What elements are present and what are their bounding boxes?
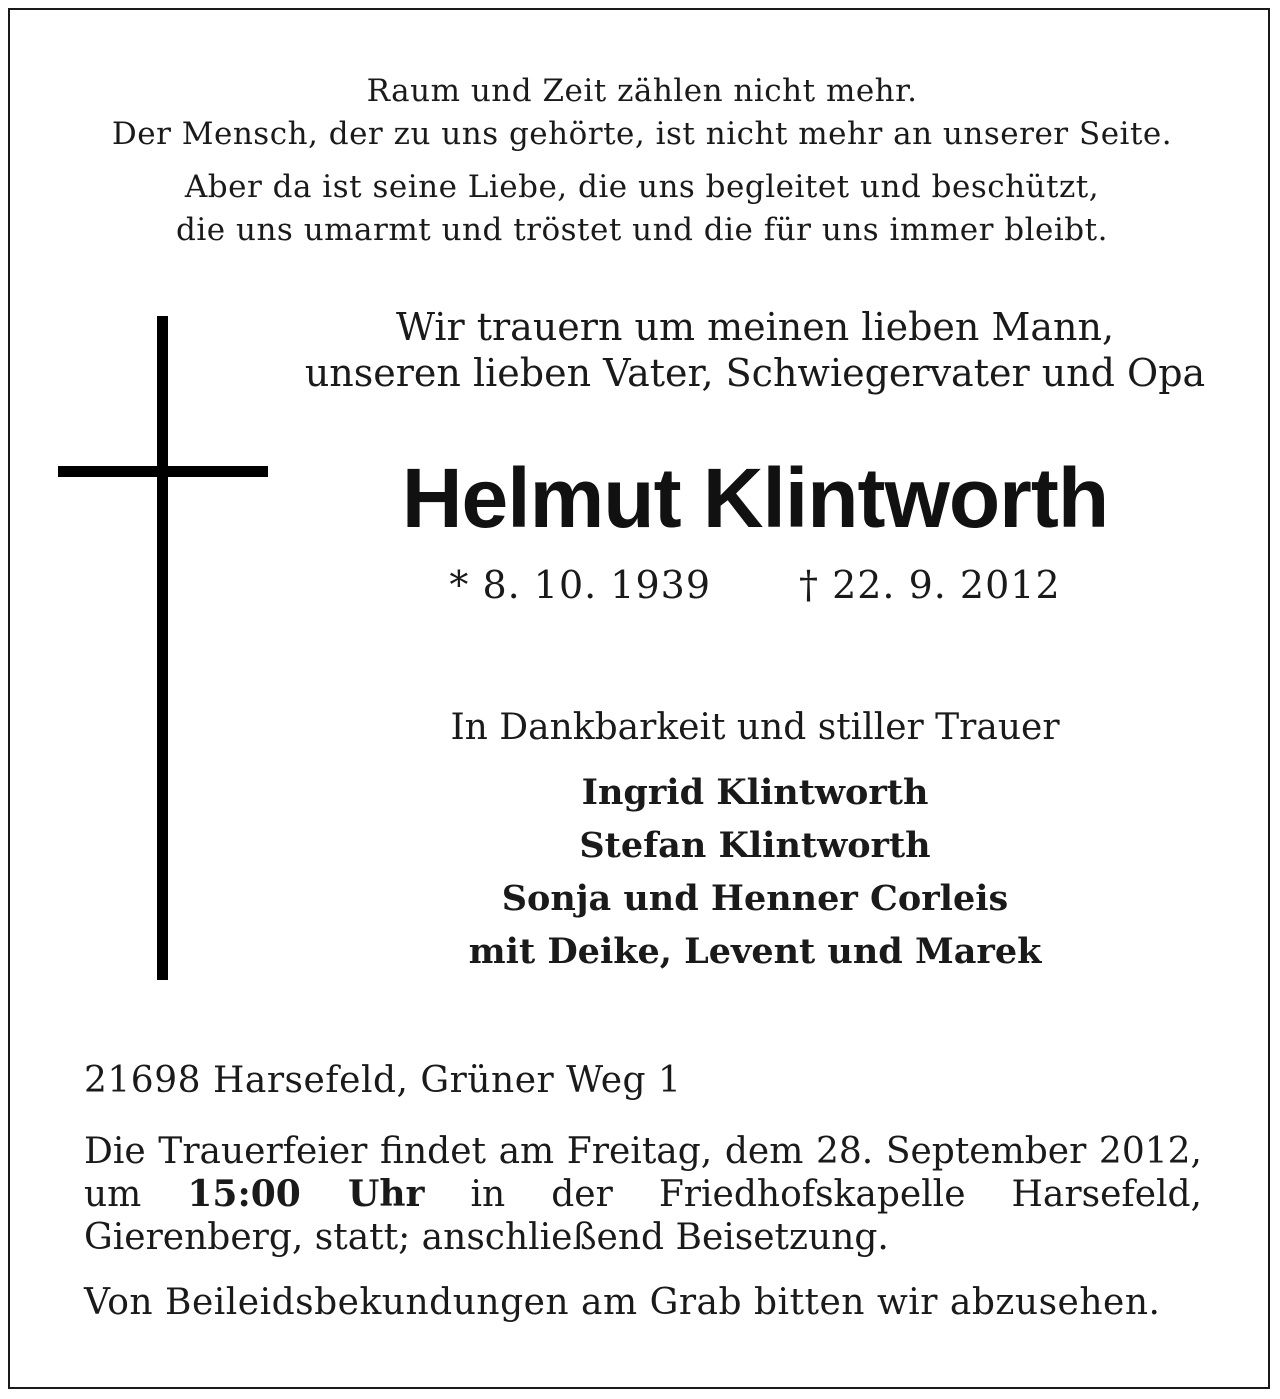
mourning-line: In Dankbarkeit und stiller Trauer [450, 707, 1060, 748]
family-member: mit Deike, Levent und Marek [468, 931, 1042, 972]
deceased-name: Helmut Klintworth [401, 451, 1109, 545]
poem-stanza-2 [60, 166, 1224, 252]
family-list [280, 766, 1230, 978]
poem-line: Aber da ist seine Liebe, die uns begleitet und beschützt, [184, 169, 1100, 205]
family-member: Stefan Klintworth [579, 825, 931, 866]
ceremony-text-after: in der Friedhofskapelle Harsefeld, Gierenberg, statt; anschließend Beisetzung. [84, 1174, 1202, 1258]
ceremony-info [84, 1130, 1202, 1259]
intro-line: unseren lieben Vater, Schwiegervater und Opa [304, 351, 1206, 395]
cross-horizontal-beam [58, 466, 268, 477]
death-date: † 22. 9. 2012 [799, 563, 1061, 607]
intro-text [280, 304, 1230, 396]
poem-line: Raum und Zeit zählen nicht mehr. [366, 73, 918, 109]
ceremony-time: 15:00 Uhr [187, 1173, 425, 1215]
closing-note: Von Beileidsbekundungen am Grab bitten wir abzusehen. [84, 1282, 1161, 1323]
family-member: Ingrid Klintworth [581, 772, 929, 813]
intro-line: Wir trauern um meinen lieben Mann, [395, 305, 1115, 349]
poem-stanza-1 [60, 70, 1224, 156]
ceremony-text-before: Die Trauerfeier findet am Freitag, dem 28. September 2012, um [84, 1131, 1202, 1215]
birth-date: * 8. 10. 1939 [449, 563, 711, 607]
poem-line: Der Mensch, der zu uns gehörte, ist nicht mehr an unserer Seite. [111, 116, 1173, 152]
cross-icon [58, 316, 268, 980]
life-dates [280, 560, 1230, 610]
poem-line: die uns umarmt und tröstet und die für uns immer bleibt. [176, 212, 1108, 248]
cross-vertical-beam [157, 316, 168, 980]
family-member: Sonja und Henner Corleis [501, 878, 1009, 919]
address: 21698 Harsefeld, Grüner Weg 1 [84, 1060, 682, 1101]
